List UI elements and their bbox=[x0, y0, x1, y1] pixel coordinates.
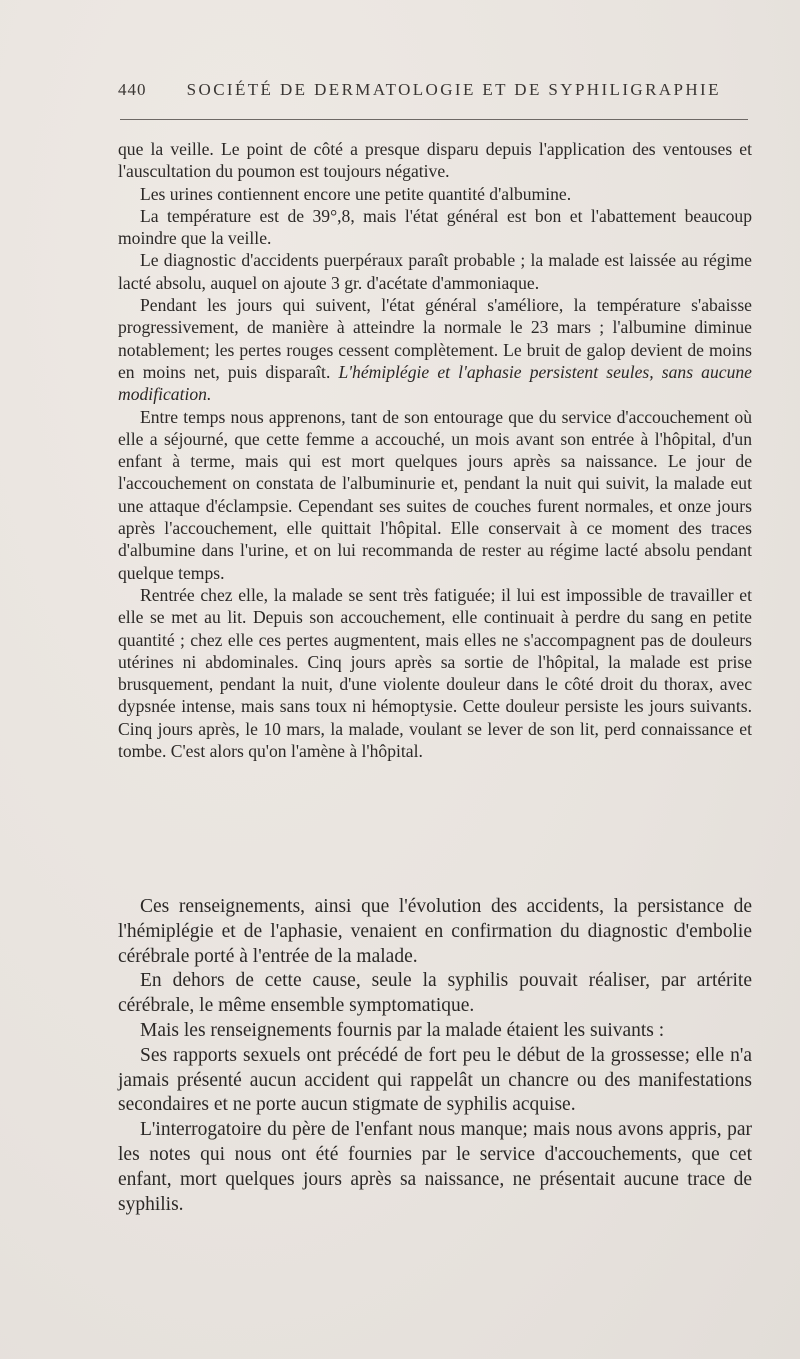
running-head bbox=[118, 80, 748, 106]
paragraph-3: La température est de 39°,8, mais l'état général est bon et l'abattement beaucoup moindre que la veille. bbox=[118, 205, 752, 249]
discussion-text bbox=[118, 895, 752, 1217]
paragraph-2: Les urines contiennent encore une petite quantité d'albumine. bbox=[140, 183, 572, 204]
case-observation-text bbox=[118, 138, 752, 762]
discussion-paragraph-1: Ces renseignements, ainsi que l'évolution des accidents, la persistance de l'hémiplégie et de l'aphasie, venaient en confirmation du diagnostic d'embolie cérébrale porté à l'entrée de la malade. bbox=[118, 896, 752, 967]
paragraph-5 bbox=[118, 294, 752, 405]
header-rule bbox=[120, 119, 748, 120]
paragraph-1: que la veille. Le point de côté a presque disparu depuis l'application des ventouses et l'auscultation du poumon est toujours négative. bbox=[118, 139, 752, 182]
paragraph-6: Entre temps nous apprenons, tant de son entourage que du service d'accouchement où elle a séjourné, que cette femme a accouché, un mois avant son entrée à l'hôpital, d'un enfant à terme, mais qui est mort quelques jours après sa naissance. Le jour de l'accouchement on constata de l'albuminurie et, pendant la nuit qui suivit, la malade eut une attaque d'éclampsie. Cependant ses suites de couches furent normales, et onze jours après l'accouchement, elle quittait l'hôpital. Elle conservait à ce moment des traces d'albumine dans l'urine, et on lui recommanda de rester au régime lacté absolu pendant quelque temps. bbox=[118, 406, 752, 583]
discussion-paragraph-4: Ses rapports sexuels ont précédé de fort peu le début de la grossesse; elle n'a jamais présenté aucun accident qui rappelât un chancre ou des manifestations secondaires et ne porte aucun stigmate de syphilis acquise. bbox=[118, 1044, 752, 1116]
discussion-paragraph-3: Mais les renseignements fournis par la malade étaient les suivants : bbox=[140, 1019, 665, 1041]
page-number: 440 bbox=[118, 80, 147, 99]
journal-title: SOCIÉTÉ DE DERMATOLOGIE ET DE SYPHILIGRAPHIE bbox=[186, 80, 721, 99]
paragraph-4: Le diagnostic d'accidents puerpéraux paraît probable ; la malade est laissée au régime lacté absolu, auquel on ajoute 3 gr. d'acétate d'ammoniaque. bbox=[118, 250, 752, 293]
paragraph-7: Rentrée chez elle, la malade se sent très fatiguée; il lui est impossible de travailler et elle se met au lit. Depuis son accouchement, elle continuait à perdre du sang en petite quantité ; chez elle ces pertes augmentent, mais elles ne s'accompagnent pas de douleurs utérines ni abdominales. Cinq jours après sa sortie de l'hôpital, la malade est prise brusquement, pendant la nuit, d'une violente douleur dans le côté droit du thorax, avec dypsnée intense, mais sans toux ni hémoptysie. Cette douleur persiste les jours suivants. Cinq jours après, le 10 mars, la malade, voulant se lever de son lit, perd connaissance et tombe. C'est alors qu'on l'amène à l'hôpital. bbox=[118, 584, 752, 762]
discussion-paragraph-5: L'interrogatoire du père de l'enfant nous manque; mais nous avons appris, par les notes qui nous ont été fournies par le service d'accouchements, que cet enfant, mort quelques jours après sa naissance, ne présentait aucune trace de syphilis. bbox=[118, 1119, 752, 1215]
discussion-paragraph-2: En dehors de cette cause, seule la syphilis pouvait réaliser, par artérite cérébrale, le même ensemble symptomatique. bbox=[118, 970, 752, 1017]
paragraph-5-text: Pendant les jours qui suivent, l'état général s'améliore, la température s'abaisse progressivement, de manière à atteindre la normale le 23 mars ; l'albumine diminue notablement; les pertes rouges cessent complètement. Le bruit de galop devient de moins en moins net, puis disparaît. bbox=[118, 295, 752, 382]
paragraph-5-italic: L'hémiplégie et l'aphasie persistent seules, sans aucune modification. bbox=[118, 361, 752, 405]
